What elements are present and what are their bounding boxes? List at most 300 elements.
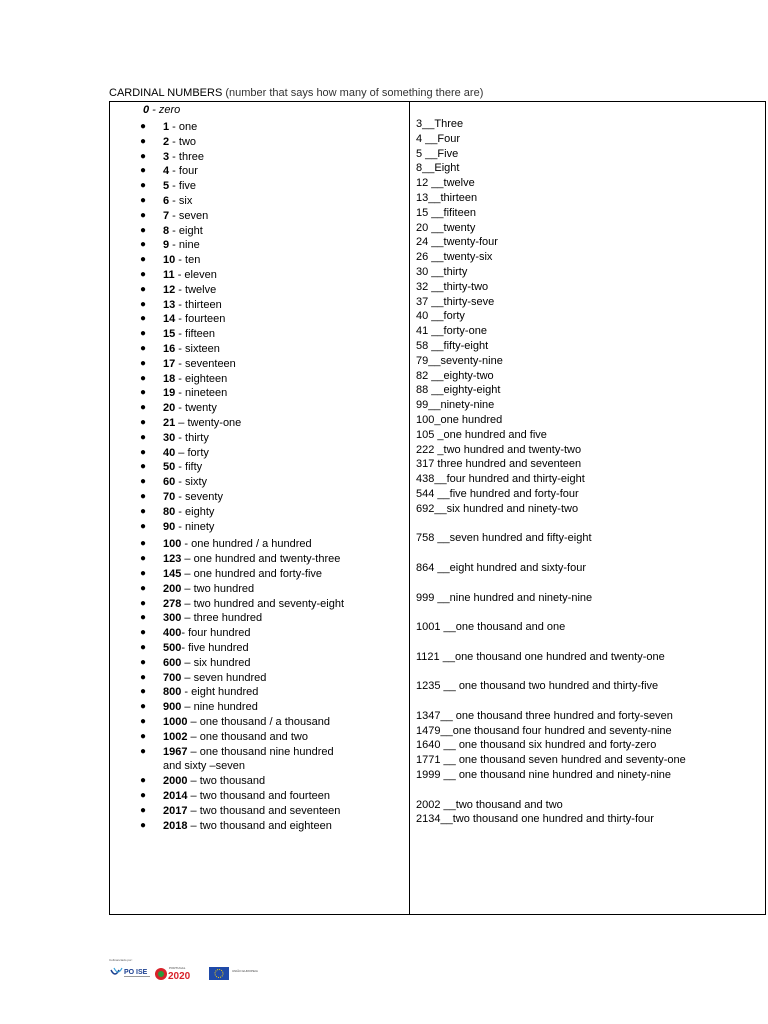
bullet-icon: ●: [140, 446, 147, 458]
cardinal-word: two: [178, 135, 197, 148]
cardinal-separator: -: [175, 313, 186, 326]
cardinal-separator: -: [169, 209, 179, 222]
bullet-icon: ●: [140, 328, 147, 340]
cardinal-list-item: [110, 611, 262, 625]
bullet-icon: ●: [140, 121, 147, 132]
cardinal-list-item: [110, 789, 330, 803]
cardinal-separator: -: [169, 180, 179, 193]
cardinal-number: 700: [163, 671, 182, 684]
cardinal-number: 2018: [163, 819, 188, 832]
cardinal-word: five hundred: [188, 642, 249, 654]
cardinal-list-item: [110, 520, 214, 534]
cardinal-word: forty: [187, 446, 209, 459]
cardinal-separator: -: [169, 224, 179, 237]
bullet-icon: ●: [140, 180, 147, 192]
blank-line: [416, 694, 761, 709]
cardinal-list-item: [110, 460, 202, 474]
exercise-item: 8__Eight: [416, 162, 460, 175]
blank-line: [416, 635, 761, 650]
bullet-icon: ●: [140, 417, 147, 428]
blank-line: [416, 517, 761, 532]
cardinal-number: 4: [163, 165, 170, 178]
exercise-item: 758 __seven hundred and fifty-eight: [416, 532, 592, 545]
numbers-table: [109, 101, 766, 915]
cardinal-word: nine: [178, 239, 200, 252]
cardinal-number: 8: [163, 224, 170, 237]
cardinal-separator: -: [175, 387, 186, 400]
exercise-item: 105 _one hundred and five: [416, 428, 547, 441]
cardinal-word: two hundred and seventy-eight: [193, 597, 345, 610]
page-title: [109, 86, 709, 100]
exercise-item: 82 __eighty-two: [416, 369, 494, 382]
cardinal-separator: -: [175, 402, 186, 415]
cardinal-list-item: [110, 685, 258, 699]
bullet-icon: ●: [140, 553, 147, 565]
cardinal-separator: –: [175, 417, 188, 429]
cardinal-number: 400: [163, 627, 182, 640]
cardinal-list-item: [110, 357, 236, 371]
bullet-icon: ●: [140, 804, 147, 816]
cardinal-separator: -: [169, 135, 179, 148]
bullet-icon: ●: [140, 239, 147, 251]
cardinal-separator: –: [187, 745, 200, 758]
bullet-icon: ●: [140, 135, 147, 147]
cardinal-separator: –: [181, 656, 194, 669]
cardinal-number: 16: [163, 343, 176, 355]
exercise-item: 79__seventy-nine: [416, 354, 503, 367]
bullet-icon: ●: [140, 612, 147, 624]
cardinal-separator: -: [175, 343, 186, 355]
cardinal-number: 10: [163, 254, 176, 267]
p2020-year-text: 2020: [168, 971, 191, 982]
bullet-icon: ●: [140, 701, 147, 713]
exercise-item: 58 __fifty-eight: [416, 339, 489, 352]
cardinal-separator: -: [175, 254, 186, 267]
bullet-icon: ●: [140, 343, 147, 354]
logos-strip: [109, 958, 269, 984]
cardinal-list-item: [110, 253, 200, 267]
cardinal-separator: -: [169, 121, 179, 133]
cardinal-separator: –: [187, 730, 200, 743]
cardinal-separator: –: [181, 553, 194, 566]
cardinal-word: one thousand nine hundred: [199, 745, 334, 758]
cardinal-list-item: [110, 327, 215, 341]
funding-logos: [109, 958, 269, 984]
bullet-icon: ●: [140, 627, 147, 639]
cardinal-number: 300: [163, 612, 182, 625]
bullet-icon: ●: [140, 461, 147, 473]
cardinal-word: fourteen: [185, 313, 226, 326]
bullet-icon: ●: [140, 582, 147, 594]
cardinal-number: 900: [163, 701, 182, 714]
cardinal-word: one thousand and two: [199, 730, 308, 743]
blank-line: [416, 546, 761, 561]
poise-swoosh2-icon: [114, 968, 122, 972]
cardinal-number: 21: [163, 417, 176, 429]
exercise-item: 317 three hundred and seventeen: [416, 458, 582, 471]
cardinal-number: 17: [163, 357, 176, 370]
zero-word: zero: [158, 104, 181, 116]
cardinal-separator: -: [175, 491, 186, 503]
exercise-item: 32 __thirty-two: [416, 280, 489, 293]
cardinal-separator: –: [181, 701, 194, 714]
cardinal-word: eighteen: [185, 372, 228, 385]
exercise-item: 3__Three: [416, 118, 464, 130]
cardinal-list-item: [110, 416, 241, 430]
exercise-item: 40 __forty: [416, 310, 465, 323]
cardinal-separator: –: [181, 671, 194, 684]
cardinal-number: 19: [163, 387, 176, 400]
cardinal-word: two hundred: [193, 582, 255, 595]
cardinal-word: seven: [178, 209, 209, 222]
cardinal-list-item: [110, 641, 249, 655]
cardinal-word: seven hundred: [193, 671, 267, 684]
cardinal-list-item: [110, 386, 227, 400]
bullet-icon: ●: [140, 656, 147, 668]
bullet-icon: ●: [140, 313, 147, 325]
exercise-item: 41 __forty-one: [416, 325, 487, 338]
cardinal-word: one hundred / a hundred: [191, 538, 312, 551]
cardinal-separator: –: [187, 716, 200, 728]
cardinal-separator: –: [181, 597, 194, 610]
cardinal-separator: -: [181, 686, 192, 699]
cardinal-word: ninety: [185, 520, 215, 533]
cardinal-list-item: [110, 656, 250, 670]
cardinal-separator: -: [175, 505, 186, 518]
bullet-icon: ●: [140, 357, 147, 369]
cardinal-number: 13: [163, 298, 176, 311]
bullet-icon: ●: [140, 505, 147, 517]
blank-line: [416, 664, 761, 679]
cardinal-list-item: [110, 135, 196, 149]
cardinal-list-item: [110, 120, 197, 134]
cardinal-word: seventeen: [185, 357, 236, 370]
cardinal-separator: –: [187, 819, 200, 832]
cardinal-number: 1: [163, 121, 170, 133]
cardinal-separator: –: [181, 612, 194, 625]
cardinal-separator: -: [175, 372, 186, 385]
cardinal-list-item: [110, 194, 192, 208]
cardinal-list-item: [110, 582, 254, 596]
cardinal-separator: -: [174, 269, 185, 281]
cardinal-word: eight: [178, 224, 203, 237]
cardinal-number: 1002: [163, 730, 188, 743]
bullet-icon: ●: [140, 209, 147, 221]
cardinal-list-item: [110, 505, 214, 519]
eu-flag-icon: [209, 967, 229, 980]
portugal2020-logo: [155, 966, 191, 982]
title-label: CARDINAL NUMBERS: [109, 87, 223, 99]
cardinal-separator: –: [181, 568, 194, 580]
cardinal-list-item: [110, 268, 217, 282]
cardinal-word: five: [178, 180, 197, 193]
eu-logo: [209, 967, 258, 980]
zero-sep: -: [149, 104, 159, 116]
cardinal-list-item: [110, 804, 340, 818]
cardinal-number: 200: [163, 582, 182, 595]
cardinal-separator: -: [169, 165, 179, 178]
cardinal-word: sixteen: [185, 343, 220, 355]
cardinal-list-item: [110, 490, 223, 504]
bullet-icon: ●: [140, 730, 147, 742]
exercise-list: [416, 117, 761, 827]
cardinal-number: 145: [163, 568, 182, 580]
cardinal-separator: –: [187, 804, 200, 817]
cardinal-number: 278: [163, 597, 182, 610]
exercise-item: 544 __five hundred and forty-four: [416, 487, 579, 500]
exercise-item: 12 __twelve: [416, 177, 475, 190]
bullet-icon: ●: [140, 283, 147, 295]
cardinal-word: nine hundred: [193, 701, 258, 714]
bullet-icon: ●: [140, 491, 147, 502]
cardinal-list-item: [110, 552, 340, 566]
exercise-item: 1999 __ one thousand nine hundred and ninety-nine: [416, 769, 672, 782]
bullet-icon: ●: [140, 819, 147, 831]
bullet-icon: ●: [140, 387, 147, 399]
exercise-item: 999 __nine hundred and ninety-nine: [416, 591, 593, 604]
cardinal-number: 600: [163, 656, 182, 669]
bullet-icon: ●: [140, 686, 147, 698]
cardinal-separator: -: [169, 195, 179, 207]
cardinal-list-item: [110, 567, 322, 581]
bullet-icon: ●: [140, 642, 147, 653]
exercise-item: 13__thirteen: [416, 191, 478, 204]
cardinal-number: 1967: [163, 745, 188, 758]
cardinal-word: three hundred: [193, 612, 263, 625]
cardinal-number: 5: [163, 180, 170, 193]
cardinal-word: nineteen: [185, 387, 228, 400]
cardinal-list-item: [110, 475, 207, 489]
cardinal-list-item: [110, 372, 227, 386]
exercise-item: 4 __Four: [416, 132, 461, 145]
cardinal-list-item: [110, 819, 332, 833]
exercise-item: 1347__ one thousand three hundred and forty-seven: [416, 709, 673, 722]
cardinal-word: fifteen: [185, 328, 215, 341]
bullet-icon: ●: [140, 790, 147, 801]
cardinal-separator: -: [175, 328, 186, 341]
cardinal-word: three: [178, 150, 204, 163]
cardinal-list-item: [110, 238, 200, 252]
cardinal-list-item: [110, 597, 344, 611]
blank-line: [416, 605, 761, 620]
cardinal-number: 60: [163, 476, 176, 489]
cardinal-number: 50: [163, 461, 176, 474]
exercise-item: 99__ninety-nine: [416, 399, 495, 412]
cardinal-separator: –: [187, 775, 200, 788]
cardinal-word: four hundred: [188, 627, 251, 640]
cardinal-word: two thousand and eighteen: [199, 819, 332, 832]
cardinal-separator: -: [181, 538, 192, 551]
cardinal-list-item: [110, 312, 225, 326]
exercise-item: 1121 __one thousand one hundred and twenty-one: [416, 650, 665, 663]
exercise-item: 2002 __two thousand and two: [416, 798, 563, 811]
cardinal-number: 80: [163, 505, 176, 518]
cardinal-list-item: [110, 209, 208, 223]
cardinal-list-item: [110, 626, 250, 640]
cardinal-list-item: [110, 537, 312, 551]
cardinal-number: 11: [163, 269, 175, 281]
cardinal-separator: –: [181, 582, 194, 595]
exercise-item: 864 __eight hundred and sixty-four: [416, 561, 587, 574]
cardinal-word: four: [178, 165, 198, 178]
exercise-item: 1640 __ one thousand six hundred and forty-zero: [416, 739, 657, 752]
cardinal-separator: –: [175, 446, 188, 459]
cardinal-list-item: [110, 745, 334, 759]
cardinal-list-item: [110, 431, 209, 445]
poise-underline: [124, 976, 150, 977]
cardinal-separator: -: [175, 283, 186, 296]
bullet-icon: ●: [140, 671, 147, 683]
cardinal-separator: –: [187, 790, 200, 802]
cardinal-separator: -: [175, 431, 186, 444]
cardinal-number: 800: [163, 686, 182, 699]
cardinal-separator: -: [175, 298, 186, 311]
cardinal-separator: -: [175, 461, 186, 474]
cardinal-word: and sixty –seven: [163, 760, 245, 773]
exercise-item: 1479__one thousand four hundred and seventy-nine: [416, 724, 672, 737]
cardinal-list-item: [110, 342, 220, 356]
cardinal-number: 18: [163, 372, 176, 385]
cardinal-number: 2: [163, 135, 170, 148]
cardinal-word: two thousand and seventeen: [199, 804, 341, 817]
cardinal-list-item: [110, 671, 266, 685]
bullet-icon: ●: [140, 775, 147, 787]
cardinal-word: fifty: [185, 461, 203, 474]
bullet-icon: ●: [140, 195, 147, 206]
cardinal-list-item: [110, 774, 265, 788]
exercise-item: 222 _two hundred and twenty-two: [416, 443, 582, 456]
exercise-item: 88 __eighty-eight: [416, 384, 501, 397]
cardinal-list-item: [110, 224, 203, 238]
blank-line: [416, 783, 761, 798]
bullet-icon: ●: [140, 150, 147, 162]
exercise-item: 2134__two thousand one hundred and thirty-four: [416, 813, 654, 826]
bullet-icon: ●: [140, 254, 147, 266]
cardinal-number: 2014: [163, 790, 188, 802]
exercise-item: 1235 __ one thousand two hundred and thirty-five: [416, 680, 659, 693]
cardinal-number: 15: [163, 328, 176, 341]
cardinal-word: seventy: [185, 491, 223, 503]
cardinal-word: twenty: [185, 402, 217, 415]
exercise-item: 692__six hundred and ninety-two: [416, 502, 579, 515]
cardinal-number: 30: [163, 431, 176, 444]
cardinal-list-item: [110, 446, 209, 460]
cardinal-word: six hundred: [193, 656, 251, 669]
bullet-icon: ●: [140, 402, 147, 414]
bullet-icon: ●: [140, 568, 147, 579]
exercise-item: 24 __twenty-four: [416, 236, 498, 249]
cardinal-word: six: [178, 195, 193, 207]
cardinal-number: 2017: [163, 804, 188, 817]
exercise-item: 20 __twenty: [416, 221, 476, 234]
cardinal-word: eleven: [184, 269, 217, 281]
cardinal-number: 1000: [163, 716, 188, 728]
p2020-portugal-text: PORTUGAL: [169, 966, 186, 970]
cardinal-word: one hundred and twenty-three: [193, 553, 341, 566]
bullet-icon: ●: [140, 224, 147, 236]
cardinal-word: one: [178, 121, 198, 133]
cardinal-number: 6: [163, 195, 170, 207]
eu-text: UNIÃO EUROPEIA: [232, 969, 258, 973]
bullet-icon: ●: [140, 745, 147, 757]
cardinal-number: 14: [163, 313, 176, 326]
zero-entry: [143, 103, 180, 117]
cardinal-separator: -: [175, 476, 186, 489]
cardinal-word: two thousand and fourteen: [199, 790, 330, 802]
cardinal-word: one thousand / a thousand: [199, 716, 330, 728]
cardinal-number: 3: [163, 150, 170, 163]
bullet-icon: ●: [140, 538, 147, 550]
cardinal-word: thirteen: [185, 298, 222, 311]
cardinal-separator: -: [181, 642, 189, 654]
cardinal-list-item: [110, 298, 222, 312]
cardinal-word: thirty: [185, 431, 209, 444]
zero-number: 0: [143, 104, 150, 116]
cardinal-number: 100: [163, 538, 182, 551]
cardinal-word: ten: [185, 254, 201, 267]
cardinal-number: 2000: [163, 775, 188, 788]
cardinal-list-item: [110, 150, 204, 164]
bullet-icon: ●: [140, 165, 147, 177]
cardinal-separator: -: [169, 239, 179, 252]
bullet-icon: ●: [140, 520, 147, 532]
cardinal-list-item: [110, 700, 258, 714]
bullet-icon: ●: [140, 431, 147, 443]
cardinal-number: 20: [163, 402, 176, 415]
cardinal-word: two thousand: [199, 775, 266, 788]
cardinal-number: 123: [163, 553, 182, 566]
bullet-icon: ●: [140, 716, 147, 727]
cardinal-list-item: [110, 759, 245, 773]
cardinal-separator: -: [175, 357, 186, 370]
cardinal-separator: -: [169, 150, 179, 163]
exercise-item: 438__four hundred and thirty-eight: [416, 473, 585, 486]
cardinal-word: twenty-one: [187, 417, 242, 429]
bullet-icon: ●: [140, 476, 147, 488]
bullet-icon: ●: [140, 372, 147, 384]
cardinal-separator: -: [175, 520, 186, 533]
exercise-item: 100_one hundred: [416, 413, 503, 426]
cardinal-number: 9: [163, 239, 170, 252]
cardinal-word: one hundred and forty-five: [193, 568, 323, 580]
exercise-item: 1771 __ one thousand seven hundred and seventy-one: [416, 754, 686, 767]
cardinal-list-item: [110, 730, 308, 744]
cardinal-list-item: [110, 283, 216, 297]
cardinal-number: 90: [163, 520, 176, 533]
cardinal-word: sixty: [185, 476, 208, 489]
title-subtitle: (number that says how many of something there are): [225, 87, 484, 99]
cardinal-number: 500: [163, 642, 182, 654]
poise-logo: [111, 968, 150, 977]
bullet-icon: ●: [140, 597, 147, 609]
exercise-item: 37 __thirty-seve: [416, 295, 495, 308]
exercise-item: 5 __Five: [416, 147, 459, 160]
column-divider: [409, 102, 410, 914]
cardinal-list-item: [110, 715, 330, 729]
cardinal-word: twelve: [185, 283, 217, 296]
cardinal-list-item: [110, 164, 198, 178]
cardinal-list-item: [110, 179, 196, 193]
cardinal-word: eighty: [185, 505, 215, 518]
logos-caption: Cofinanciado por:: [109, 958, 133, 962]
cardinal-number: 7: [163, 209, 170, 222]
cardinal-number: 70: [163, 491, 176, 503]
cardinal-word: eight hundred: [191, 686, 259, 699]
exercise-item: 1001 __one thousand and one: [416, 621, 566, 634]
p2020-emblem-inner-icon: [158, 971, 164, 977]
cardinal-number: 12: [163, 283, 176, 296]
bullet-icon: ●: [140, 269, 147, 280]
